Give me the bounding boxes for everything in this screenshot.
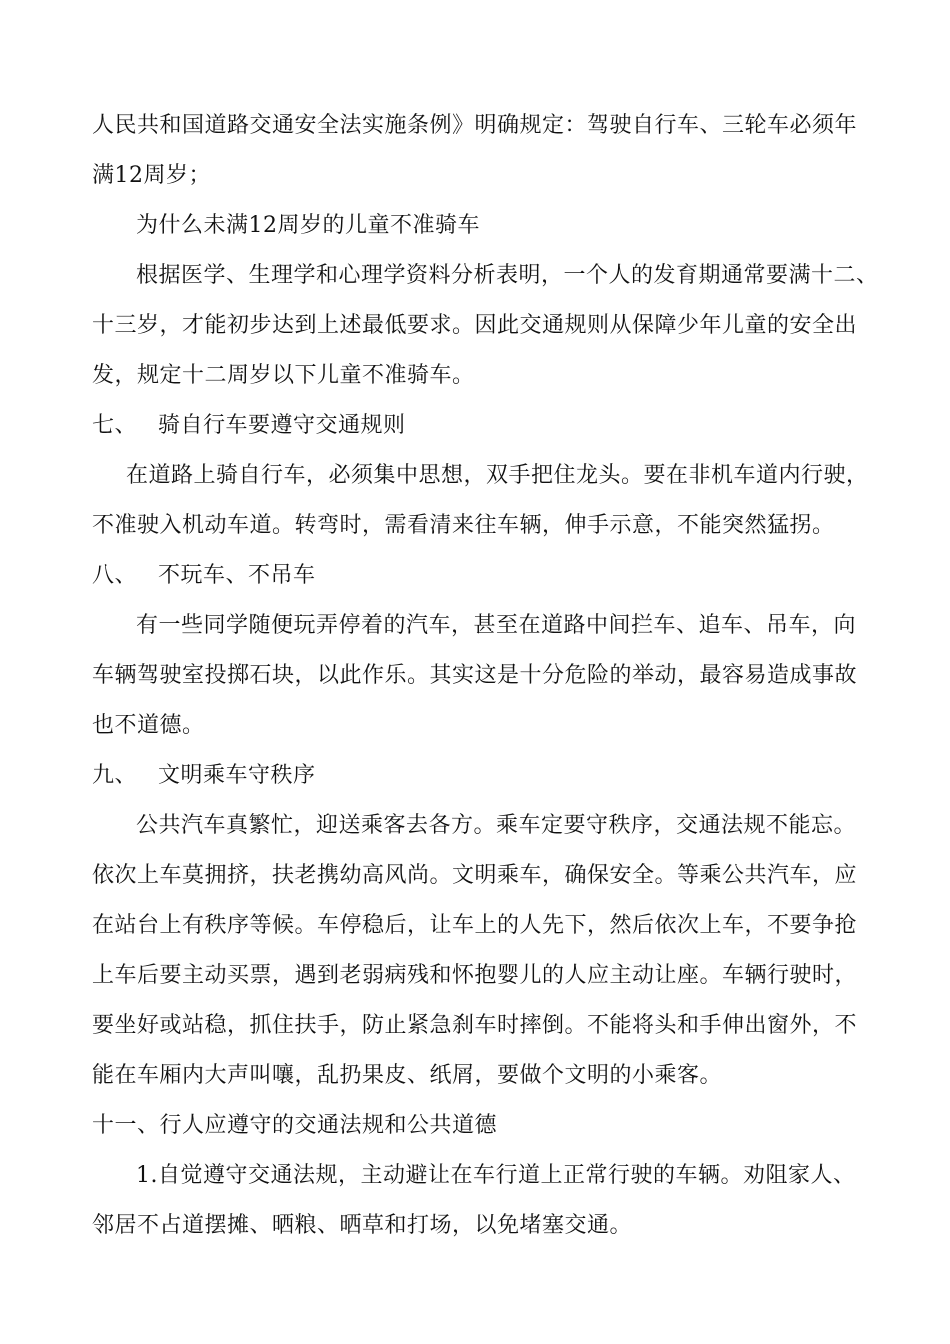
paragraph-line: 在道路上骑自行车，必须集中思想，双手把住龙头。要在非机车道内行驶， xyxy=(126,463,869,488)
paragraph-line: 满12周岁； xyxy=(92,163,211,188)
section-number: 八、 xyxy=(92,563,138,588)
paragraph-line: 在站台上有秩序等候。车停稳后，让车上的人先下，然后依次上车，不要争抢 xyxy=(92,913,858,938)
paragraph-line: 根据医学、生理学和心理学资料分析表明，一个人的发育期通常要满十二、 xyxy=(136,263,879,288)
paragraph-line: 人民共和国道路交通安全法实施条例》明确规定：驾驶自行车、三轮车必须年 xyxy=(92,113,858,138)
paragraph-line: 公共汽车真繁忙，迎送乘客去各方。乘车定要守秩序，交通法规不能忘。 xyxy=(136,813,857,838)
section-number: 七、 xyxy=(92,413,138,438)
section-title: 不玩车、不吊车 xyxy=(158,563,316,588)
section-title: 行人应遵守的交通法规和公共道德 xyxy=(159,1113,498,1138)
paragraph-line: 车辆驾驶室投掷石块，以此作乐。其实这是十分危险的举动，最容易造成事故 xyxy=(92,663,858,688)
section-heading-9 xyxy=(92,761,316,791)
section-heading-7 xyxy=(92,411,406,441)
section-number: 十一、 xyxy=(92,1113,160,1138)
paragraph-line: 有一些同学随便玩弄停着的汽车，甚至在道路中间拦车、追车、吊车，向 xyxy=(136,613,857,638)
subheading: 为什么未满12周岁的儿童不准骑车 xyxy=(136,213,480,238)
paragraph-line: 发，规定十二周岁以下儿童不准骑车。 xyxy=(92,363,475,388)
paragraph-line: 邻居不占道摆摊、晒粮、晒草和打场，以免堵塞交通。 xyxy=(92,1213,633,1238)
paragraph-line: 能在车厢内大声叫嚷，乱扔果皮、纸屑，要做个文明的小乘客。 xyxy=(92,1063,723,1088)
paragraph-line: 不准驶入机动车道。转弯时，需看清来往车辆，伸手示意，不能突然猛拐。 xyxy=(92,513,835,538)
section-number: 九、 xyxy=(92,763,138,788)
section-title: 文明乘车守秩序 xyxy=(158,763,316,788)
paragraph-line: 依次上车莫拥挤，扶老携幼高风尚。文明乘车，确保安全。等乘公共汽车，应 xyxy=(92,863,858,888)
paragraph-line: 1.自觉遵守交通法规，主动避让在车行道上正常行驶的车辆。劝阻家人、 xyxy=(136,1163,856,1188)
paragraph-line: 上车后要主动买票，遇到老弱病残和怀抱婴儿的人应主动让座。车辆行驶时， xyxy=(92,963,858,988)
section-heading-8 xyxy=(92,561,316,591)
paragraph-line: 要坐好或站稳，抓住扶手，防止紧急刹车时摔倒。不能将头和手伸出窗外，不 xyxy=(92,1013,858,1038)
paragraph-line: 也不道德。 xyxy=(92,713,205,738)
section-title: 骑自行车要遵守交通规则 xyxy=(158,413,406,438)
section-heading-11 xyxy=(92,1111,497,1141)
paragraph-line: 十三岁，才能初步达到上述最低要求。因此交通规则从保障少年儿童的安全出 xyxy=(92,313,858,338)
